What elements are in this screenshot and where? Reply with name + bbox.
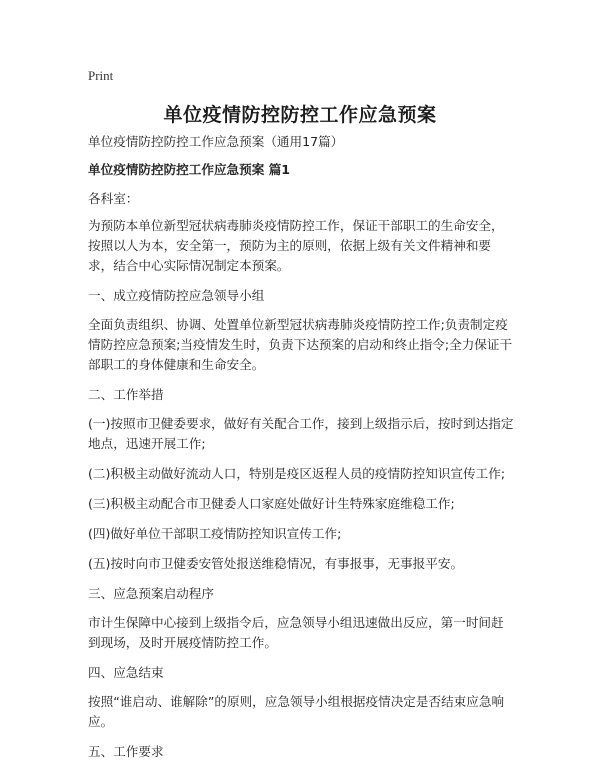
measure-item-3: (三)积极主动配合市卫健委人口家庭处做好计生特殊家庭维稳工作;: [88, 496, 455, 511]
document-body: [88, 132, 516, 771]
heading-startup-procedure: 三、应急预案启动程序: [88, 586, 214, 601]
heading-emergency-end: 四、应急结束: [88, 665, 164, 680]
emergency-end-paragraph: 按照“谁启动、谁解除”的原则，应急领导小组根据疫情决定是否结束应急响应。: [88, 694, 505, 729]
leadership-paragraph: 全面负责组织、协调、处置单位新型冠状病毒肺炎疫情防控工作;负责制定疫情防控应急预案;当疫情发生时，负责下达预案的启动和终止指令;全力保证干部职工的身体健康和生命安全。: [88, 317, 513, 372]
heading-leadership-group: 一、成立疫情防控应急领导小组: [88, 288, 265, 303]
document-subtitle: 单位疫情防控防控工作应急预案（通用17篇）: [88, 134, 344, 149]
measure-item-5: (五)按时向市卫健委安管处报送维稳情况，有事报事，无事报平安。: [88, 556, 464, 571]
intro-paragraph: 为预防本单位新型冠状病毒肺炎疫情防控工作，保证干部职工的生命安全，按照以人为本，安全第一，预防为主的原则，依据上级有关文件精神和要求，结合中心实际情况制定本预案。: [88, 218, 504, 273]
section-title: 单位疫情防控防控工作应急预案 篇1: [88, 162, 291, 177]
heading-work-requirements: 五、工作要求: [88, 744, 164, 759]
measure-item-1: (一)按照市卫健委要求，做好有关配合工作，接到上级指示后，按时到达指定地点，迅速开展工作;: [88, 416, 514, 451]
measure-item-2: (二)积极主动做好流动人口，特别是疫区返程人员的疫情防控知识宣传工作;: [88, 466, 506, 481]
heading-work-measures: 二、工作举措: [88, 387, 164, 402]
salutation: 各科室：: [88, 191, 139, 206]
startup-paragraph: 市计生保障中心接到上级指令后，应急领导小组迅速做出反应，第一时间赶到现场，及时开展疫情防控工作。: [88, 615, 504, 650]
measure-item-4: (四)做好单位干部职工疫情防控知识宣传工作;: [88, 526, 342, 541]
print-link[interactable]: Print: [88, 68, 114, 83]
document-title: 单位疫情防控防控工作应急预案: [163, 104, 437, 126]
